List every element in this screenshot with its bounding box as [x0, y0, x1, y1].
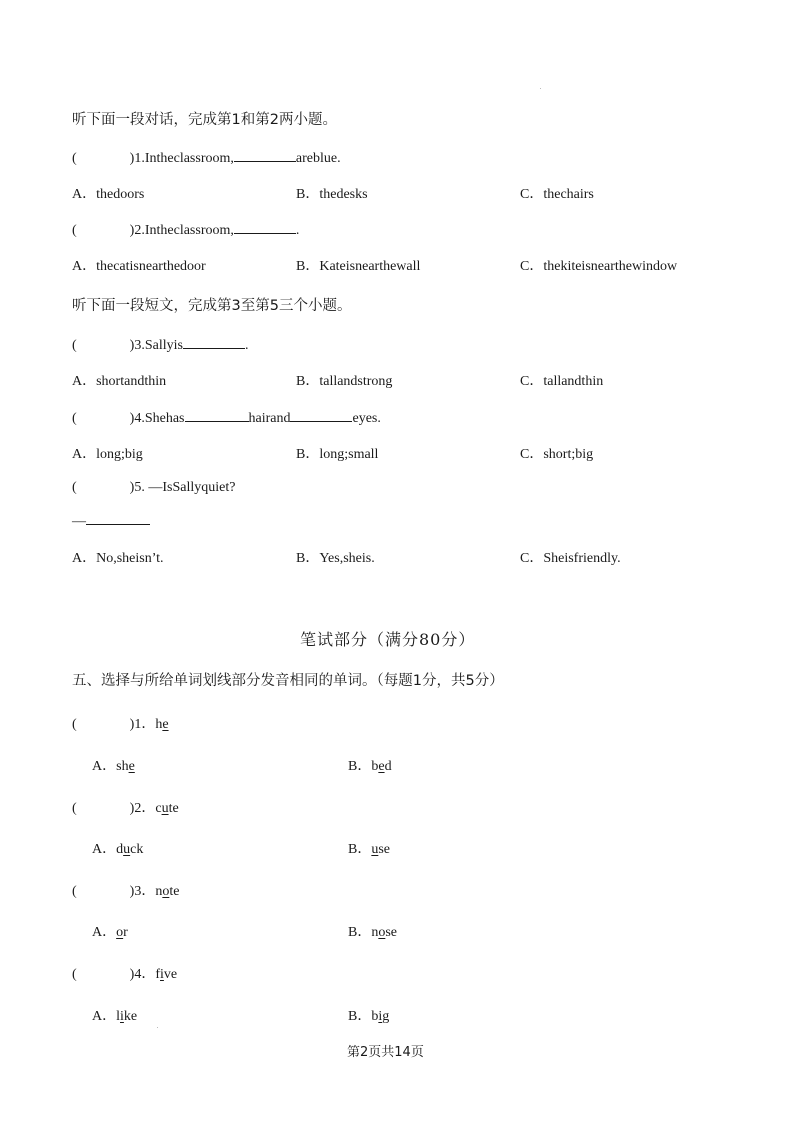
option-label: B．: [348, 1009, 372, 1024]
q1-option-b[interactable]: B．thedesks: [296, 187, 368, 202]
section-title: 笔试部分（满分80分）: [300, 630, 476, 649]
option-label: B．: [348, 842, 372, 857]
item-2-option-a[interactable]: [92, 838, 143, 858]
blank: [234, 147, 296, 162]
q1-option-c[interactable]: C．thechairs: [520, 187, 594, 202]
word-part: te: [169, 884, 180, 899]
answer-paren: (: [72, 338, 77, 353]
item-4-option-b[interactable]: [348, 1005, 389, 1025]
underlined-letter: u: [161, 801, 169, 816]
phonics-item-3: [72, 880, 179, 900]
answer-paren: (: [72, 223, 77, 238]
q3-option-c[interactable]: C．tallandthin: [520, 374, 604, 389]
option-label: A．: [92, 842, 117, 857]
underlined-letter: o: [378, 925, 386, 940]
phonics-item-2: [72, 797, 179, 817]
item-4-option-a[interactable]: [92, 1005, 137, 1025]
item-1-option-b[interactable]: [348, 755, 392, 775]
word-part: ck: [130, 842, 144, 857]
q5-option-b[interactable]: B．Yes,sheis.: [296, 551, 375, 566]
word-part: d: [116, 842, 124, 857]
word-part: n: [371, 925, 379, 940]
item-1-option-a[interactable]: [92, 755, 135, 775]
q5-option-a[interactable]: A．No,sheisn’t.: [72, 551, 164, 566]
q4-option-a[interactable]: A．long;big: [72, 447, 143, 462]
answer-paren: (: [72, 480, 77, 495]
question-mid: hairand: [248, 411, 291, 426]
word-part: g: [382, 1009, 390, 1024]
word-part: se: [385, 925, 398, 940]
answer-paren: (: [72, 801, 77, 816]
blank: [234, 219, 296, 234]
question-5: [72, 480, 235, 496]
underlined-letter: i: [160, 967, 164, 982]
q4-option-c[interactable]: C．short;big: [520, 447, 594, 462]
word-part: se: [378, 842, 391, 857]
item-3-option-a[interactable]: [92, 921, 128, 941]
question-1: [72, 147, 341, 167]
underlined-letter: i: [120, 1009, 124, 1024]
word-part: b: [371, 759, 379, 774]
underlined-letter: o: [116, 925, 124, 940]
question-tail: eyes.: [352, 411, 381, 426]
question-4: [72, 407, 381, 427]
part5-instruction: 五、选择与所给单词划线部分发音相同的单词。（每题1分，共5分）: [72, 673, 504, 689]
word-part: f: [155, 967, 161, 982]
question-5-answer-line: [72, 510, 150, 530]
q2-option-a[interactable]: A．thecatisnearthedoor: [72, 259, 206, 274]
option-label: A．: [92, 925, 117, 940]
word-part: l: [116, 1009, 121, 1024]
speck: [157, 1027, 158, 1028]
question-text: )1.Intheclassroom,: [129, 151, 234, 166]
item-number: )3．: [129, 884, 156, 899]
question-tail: areblue.: [295, 151, 341, 166]
word-part: n: [155, 884, 163, 899]
blank: [185, 407, 249, 422]
word-part: d: [384, 759, 392, 774]
word-part: b: [371, 1009, 379, 1024]
item-2-option-b[interactable]: [348, 838, 390, 858]
blank: [183, 334, 245, 349]
answer-paren: (: [72, 717, 77, 732]
q5-option-c[interactable]: C．Sheisfriendly.: [520, 551, 621, 566]
q3-option-a[interactable]: A．shortandthin: [72, 374, 167, 389]
question-text: )3.Sallyis: [129, 338, 183, 353]
q1-option-a[interactable]: A．thedoors: [72, 187, 145, 202]
answer-paren: (: [72, 884, 77, 899]
question-text: )5. —IsSallyquiet?: [129, 480, 236, 495]
item-number: )1．: [129, 717, 156, 732]
dash: —: [72, 514, 86, 529]
underlined-letter: o: [162, 884, 170, 899]
underlined-letter: e: [378, 759, 385, 774]
underlined-letter: u: [371, 842, 379, 857]
q4-option-b[interactable]: B．long;small: [296, 447, 379, 462]
blank: [290, 407, 352, 422]
page-number: 第2页共14页: [347, 1045, 424, 1060]
answer-paren: (: [72, 967, 77, 982]
answer-paren: (: [72, 151, 77, 166]
speck: [540, 88, 541, 89]
option-label: A．: [92, 759, 117, 774]
q2-option-c[interactable]: C．thekiteisnearthewindow: [520, 259, 678, 274]
question-text: )2.Intheclassroom,: [129, 223, 234, 238]
q2-option-b[interactable]: B．Kateisnearthewall: [296, 259, 421, 274]
word-part: sh: [116, 759, 129, 774]
item-number: )4．: [129, 967, 156, 982]
option-label: B．: [348, 925, 372, 940]
underlined-letter: u: [123, 842, 131, 857]
answer-paren: (: [72, 411, 77, 426]
question-2: [72, 219, 299, 239]
word-part: ke: [123, 1009, 138, 1024]
word-part: ve: [163, 967, 178, 982]
question-tail: .: [295, 223, 300, 238]
word-part: te: [168, 801, 179, 816]
question-tail: .: [244, 338, 249, 353]
word-part: h: [155, 717, 163, 732]
question-3: [72, 334, 248, 354]
passage-instruction: 听下面一段短文，完成第3至第5三个小题。: [72, 298, 352, 314]
phonics-item-1: [72, 713, 175, 733]
underlined-letter: i: [378, 1009, 383, 1024]
item-3-option-b[interactable]: [348, 921, 397, 941]
underlined-letter: e: [128, 759, 135, 774]
item-number: )2．: [129, 801, 156, 816]
question-text: )4.Shehas: [129, 411, 185, 426]
dialogue-instruction: 听下面一段对话，完成第1和第2两小题。: [72, 112, 337, 128]
underlined-letter: e: [162, 717, 169, 732]
q3-option-b[interactable]: B．tallandstrong: [296, 374, 393, 389]
blank: [86, 510, 150, 525]
word-part: r: [123, 925, 128, 940]
option-label: B．: [348, 759, 372, 774]
word-part: c: [155, 801, 162, 816]
phonics-item-4: [72, 963, 177, 983]
option-label: A．: [92, 1009, 117, 1024]
